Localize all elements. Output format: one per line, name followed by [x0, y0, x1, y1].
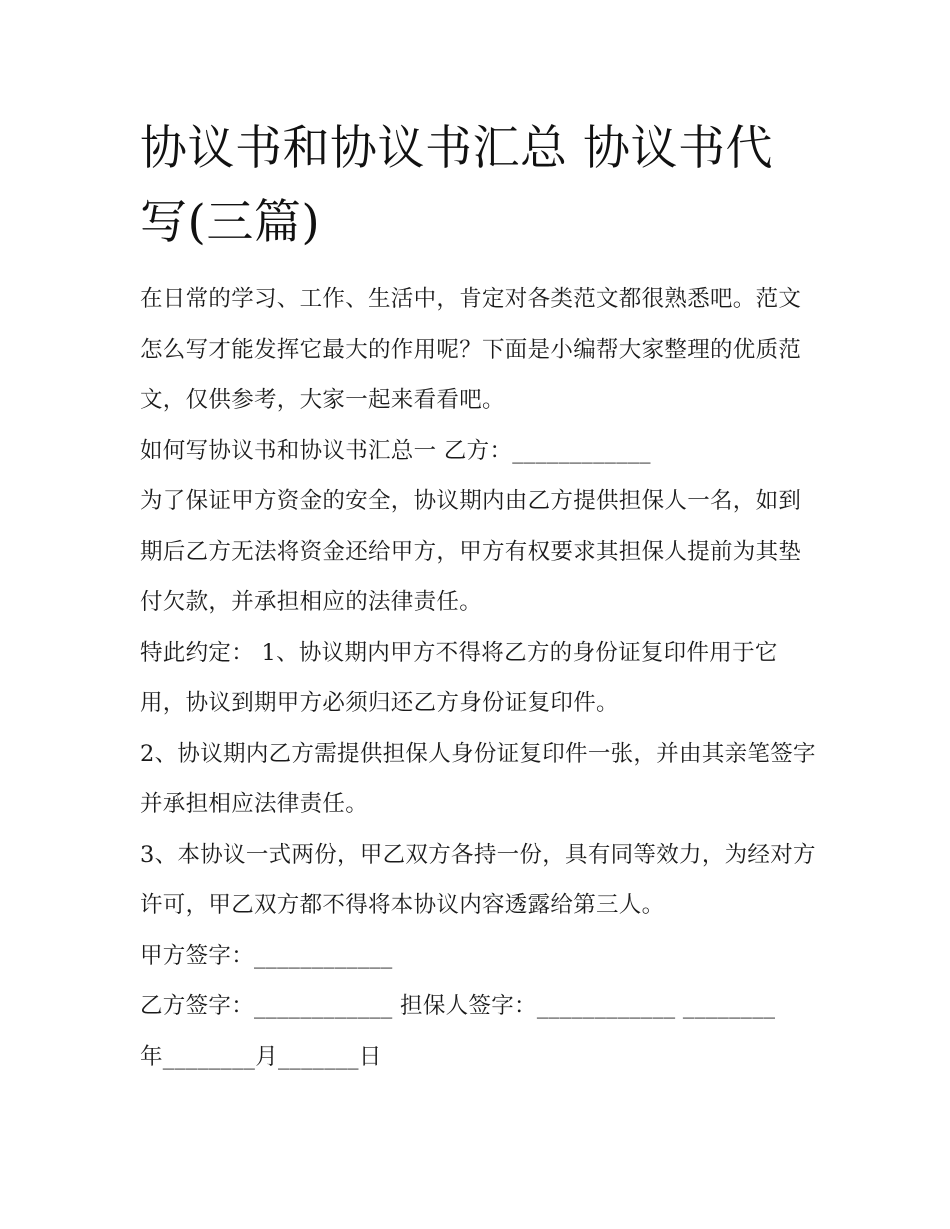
guarantee-paragraph: 为了保证甲方资金的安全，协议期内由乙方提供担保人一名，如到期后乙方无法将资金还给甲方，甲方有权要求其担保人提前为其垫付欠款，并承担相应的法律责任。 [140, 488, 802, 615]
paragraph-list [140, 274, 820, 1082]
clause-3-paragraph: 3、本协议一式两份，甲乙双方各持一份，具有同等效力，为经对方许可，甲乙双方都不得将本协议内容透露给第三人。 [140, 841, 816, 918]
intro-paragraph: 在日常的学习、工作、生活中，肯定对各类范文都很熟悉吧。范文怎么写才能发挥它最大的作用呢？下面是小编帮大家整理的优质范文，仅供参考，大家一起来看看吧。 [140, 286, 802, 413]
document-body [140, 112, 820, 1082]
section-heading-party-b: 如何写协议书和协议书汇总一 乙方：____________ [140, 437, 651, 464]
party-b-guarantor-signature-line: 乙方签字：____________ 担保人签字：____________ ________ [140, 993, 776, 1019]
clause-2-paragraph: 2、协议期内乙方需提供担保人身份证复印件一张，并由其亲笔签字并承担相应法律责任。 [140, 740, 816, 817]
document-title: 协议书和协议书汇总 协议书代写(三篇) [140, 121, 773, 250]
party-a-signature-line: 甲方签字：____________ [140, 942, 393, 969]
date-line: 年________月_______日 [140, 1043, 382, 1070]
clause-1-paragraph: 特此约定： 1、协议期内甲方不得将乙方的身份证复印件用于它用，协议到期甲方必须归还乙方身份证复印件。 [140, 639, 778, 716]
